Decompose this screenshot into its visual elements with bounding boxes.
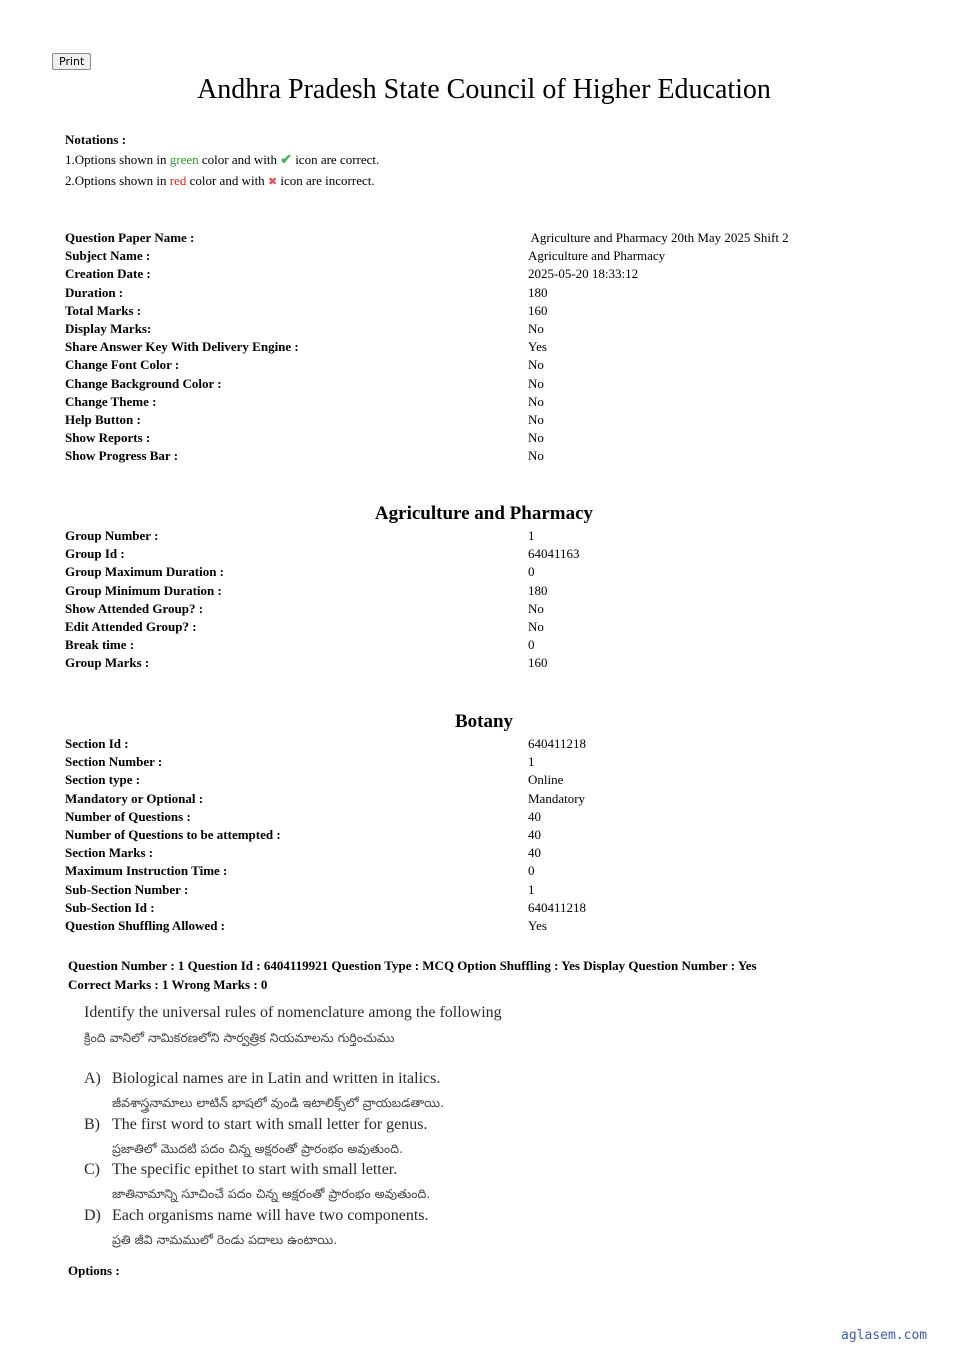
group-row (65, 654, 865, 672)
statement-letter: A) (84, 1070, 101, 1087)
info-label: Display Marks: (65, 320, 152, 336)
info-value: No (528, 411, 544, 427)
notations (65, 130, 379, 192)
section-value: Mandatory (528, 790, 586, 806)
info-value: No (528, 357, 544, 373)
section-row (65, 899, 865, 917)
statement-text-en: The first word to start with small letter for genus. (112, 1116, 428, 1133)
statement-letter: C) (84, 1161, 100, 1178)
group-label: Group Number : (65, 528, 159, 543)
info-label: Show Progress Bar : (65, 448, 179, 464)
info-label: Help Button : (65, 411, 141, 427)
section-heading: Botany (454, 711, 514, 732)
group-row (65, 545, 865, 563)
info-label: Share Answer Key With Delivery Engine : (65, 339, 299, 355)
question-header (68, 957, 757, 994)
statement-text-te: ప్రజాతిలో మొదటి పదం చిన్న అక్షరంతో ప్రారంభం అవుతుంది. (112, 1141, 404, 1156)
info-row (65, 447, 865, 465)
group-label: Show Attended Group? : (65, 600, 204, 616)
section-label: Section type : (65, 772, 141, 788)
section-label: Maximum Instruction Time : (65, 863, 228, 879)
section-row (65, 808, 865, 826)
notation-text: color and with (198, 152, 281, 167)
paper-info-table (65, 229, 865, 465)
statement-text-te: జాతినామాన్ని సూచించే పదం చిన్న అక్షరంతో ప్రారంభం అవుతుంది. (112, 1186, 431, 1201)
notation-text: color and with (186, 173, 268, 188)
statement-text-te: ప్రతి జీవి నామములో రెండు పదాలు ఉంటాయి. (112, 1232, 338, 1247)
section-label: Number of Questions to be attempted : (65, 826, 281, 842)
section-value: 1 (528, 881, 535, 897)
info-value: No (528, 430, 544, 446)
info-value: Agriculture and Pharmacy (528, 248, 666, 264)
section-label: Section Id : (65, 736, 129, 751)
group-row (65, 527, 865, 545)
group-heading: Agriculture and Pharmacy (374, 503, 594, 524)
notation-incorrect (65, 171, 379, 192)
section-value: Yes (528, 917, 547, 933)
section-value: 640411218 (528, 736, 587, 751)
group-value: No (528, 618, 544, 634)
group-row (65, 563, 865, 581)
question-stem-en: Identify the universal rules of nomenclature among the following (84, 1004, 502, 1021)
section-label: Sub-Section Number : (65, 881, 189, 897)
group-value: 0 (528, 637, 535, 653)
statement-letter: D) (84, 1207, 101, 1224)
checkmark-icon: ✔ (280, 153, 292, 168)
question-meta-line: Question Number : 1 Question Id : 6404119921 Question Type : MCQ Option Shuffling : Yes Display Question Number : Yes (68, 958, 757, 973)
section-value: Online (528, 772, 564, 788)
info-label: Creation Date : (65, 266, 151, 282)
section-row (65, 826, 865, 844)
group-label: Group Minimum Duration : (65, 582, 222, 598)
info-row (65, 265, 865, 283)
group-label: Group Marks : (65, 655, 150, 671)
info-row (65, 393, 865, 411)
notation-text: icon are correct. (291, 152, 380, 167)
info-row (65, 302, 865, 320)
info-label: Change Font Color : (65, 357, 180, 373)
notation-text: 2.Options shown in (65, 173, 170, 188)
section-label: Number of Questions : (65, 808, 191, 824)
group-value: 0 (528, 564, 535, 580)
section-row (65, 844, 865, 862)
info-value: No (528, 448, 544, 464)
section-label: Sub-Section Id : (65, 899, 155, 915)
section-value: 40 (528, 845, 541, 861)
info-row (65, 411, 865, 429)
info-row (65, 320, 865, 338)
info-row (65, 356, 865, 374)
info-value: Agriculture and Pharmacy 20th May 2025 Shift 2 (528, 230, 789, 245)
info-label: Change Theme : (65, 393, 157, 409)
options-label: Options : (68, 1263, 120, 1278)
group-label: Break time : (65, 637, 135, 653)
section-label: Section Number : (65, 754, 163, 770)
question-stem-te: క్రింది వానిలో నామికరణలోని సార్వత్రిక నియమాలను గుర్తించుము (84, 1030, 395, 1045)
notations-heading: Notations : (65, 132, 127, 147)
section-value: 40 (528, 826, 541, 842)
statement-text-te: జీవశాస్త్రనామాలు లాటిన్ భాషలో వుండి ఇటాలిక్స్‌లో వ్రాయబడతాయి. (112, 1095, 445, 1110)
section-row (65, 881, 865, 899)
info-label: Change Background Color : (65, 375, 222, 391)
page-title: Andhra Pradesh State Council of Higher Education (197, 74, 771, 105)
info-label: Total Marks : (65, 302, 142, 318)
section-value: 40 (528, 808, 541, 824)
info-value: 2025-05-20 18:33:12 (528, 266, 639, 282)
group-value: No (528, 600, 544, 616)
notation-text: icon are incorrect. (277, 173, 375, 188)
info-label: Duration : (65, 284, 124, 300)
statement-text-en: Biological names are in Latin and written in italics. (112, 1070, 441, 1087)
statement-letter: B) (84, 1116, 100, 1133)
red-word: red (169, 173, 187, 188)
section-value: 0 (528, 863, 535, 879)
section-label: Section Marks : (65, 845, 154, 861)
section-label: Question Shuffling Allowed : (65, 917, 226, 933)
info-label: Question Paper Name : (65, 230, 195, 245)
info-row (65, 284, 865, 302)
section-value: 1 (528, 754, 535, 770)
print-button[interactable]: Print (52, 53, 91, 70)
cross-icon: ✖ (267, 176, 278, 188)
group-value: 160 (528, 655, 548, 671)
question-marks-line: Correct Marks : 1 Wrong Marks : 0 (68, 976, 268, 992)
info-value: 160 (528, 302, 548, 318)
group-value: 180 (528, 582, 548, 598)
info-row (65, 375, 865, 393)
info-value: 180 (528, 284, 548, 300)
statement-text-en: Each organisms name will have two components. (112, 1207, 429, 1224)
group-value: 1 (528, 528, 535, 543)
watermark-link[interactable]: aglasem.com (841, 1328, 928, 1343)
section-label: Mandatory or Optional : (65, 790, 204, 806)
group-row (65, 618, 865, 636)
info-value: No (528, 320, 544, 336)
group-value: 64041163 (528, 546, 580, 562)
group-row (65, 582, 865, 600)
info-value: Yes (528, 339, 547, 355)
info-row (65, 429, 865, 447)
green-word: green (169, 152, 199, 167)
info-value: No (528, 375, 544, 391)
info-label: Show Reports : (65, 430, 151, 446)
info-row (65, 247, 865, 265)
section-row (65, 753, 865, 771)
section-value: 640411218 (528, 899, 587, 915)
section-row (65, 771, 865, 789)
info-row (65, 229, 865, 247)
group-row (65, 600, 865, 618)
section-info-table (65, 735, 865, 935)
section-row (65, 790, 865, 808)
group-label: Group Maximum Duration : (65, 564, 225, 580)
statement-text-en: The specific epithet to start with small letter. (112, 1161, 398, 1178)
section-row (65, 862, 865, 880)
notation-text: 1.Options shown in (65, 152, 170, 167)
group-row (65, 636, 865, 654)
info-label: Subject Name : (65, 248, 151, 264)
notation-correct (65, 150, 379, 171)
info-value: No (528, 393, 544, 409)
group-label: Group Id : (65, 546, 125, 562)
group-info-table (65, 527, 865, 673)
info-row (65, 338, 865, 356)
section-row (65, 735, 865, 753)
group-label: Edit Attended Group? : (65, 618, 197, 634)
section-row (65, 917, 865, 935)
